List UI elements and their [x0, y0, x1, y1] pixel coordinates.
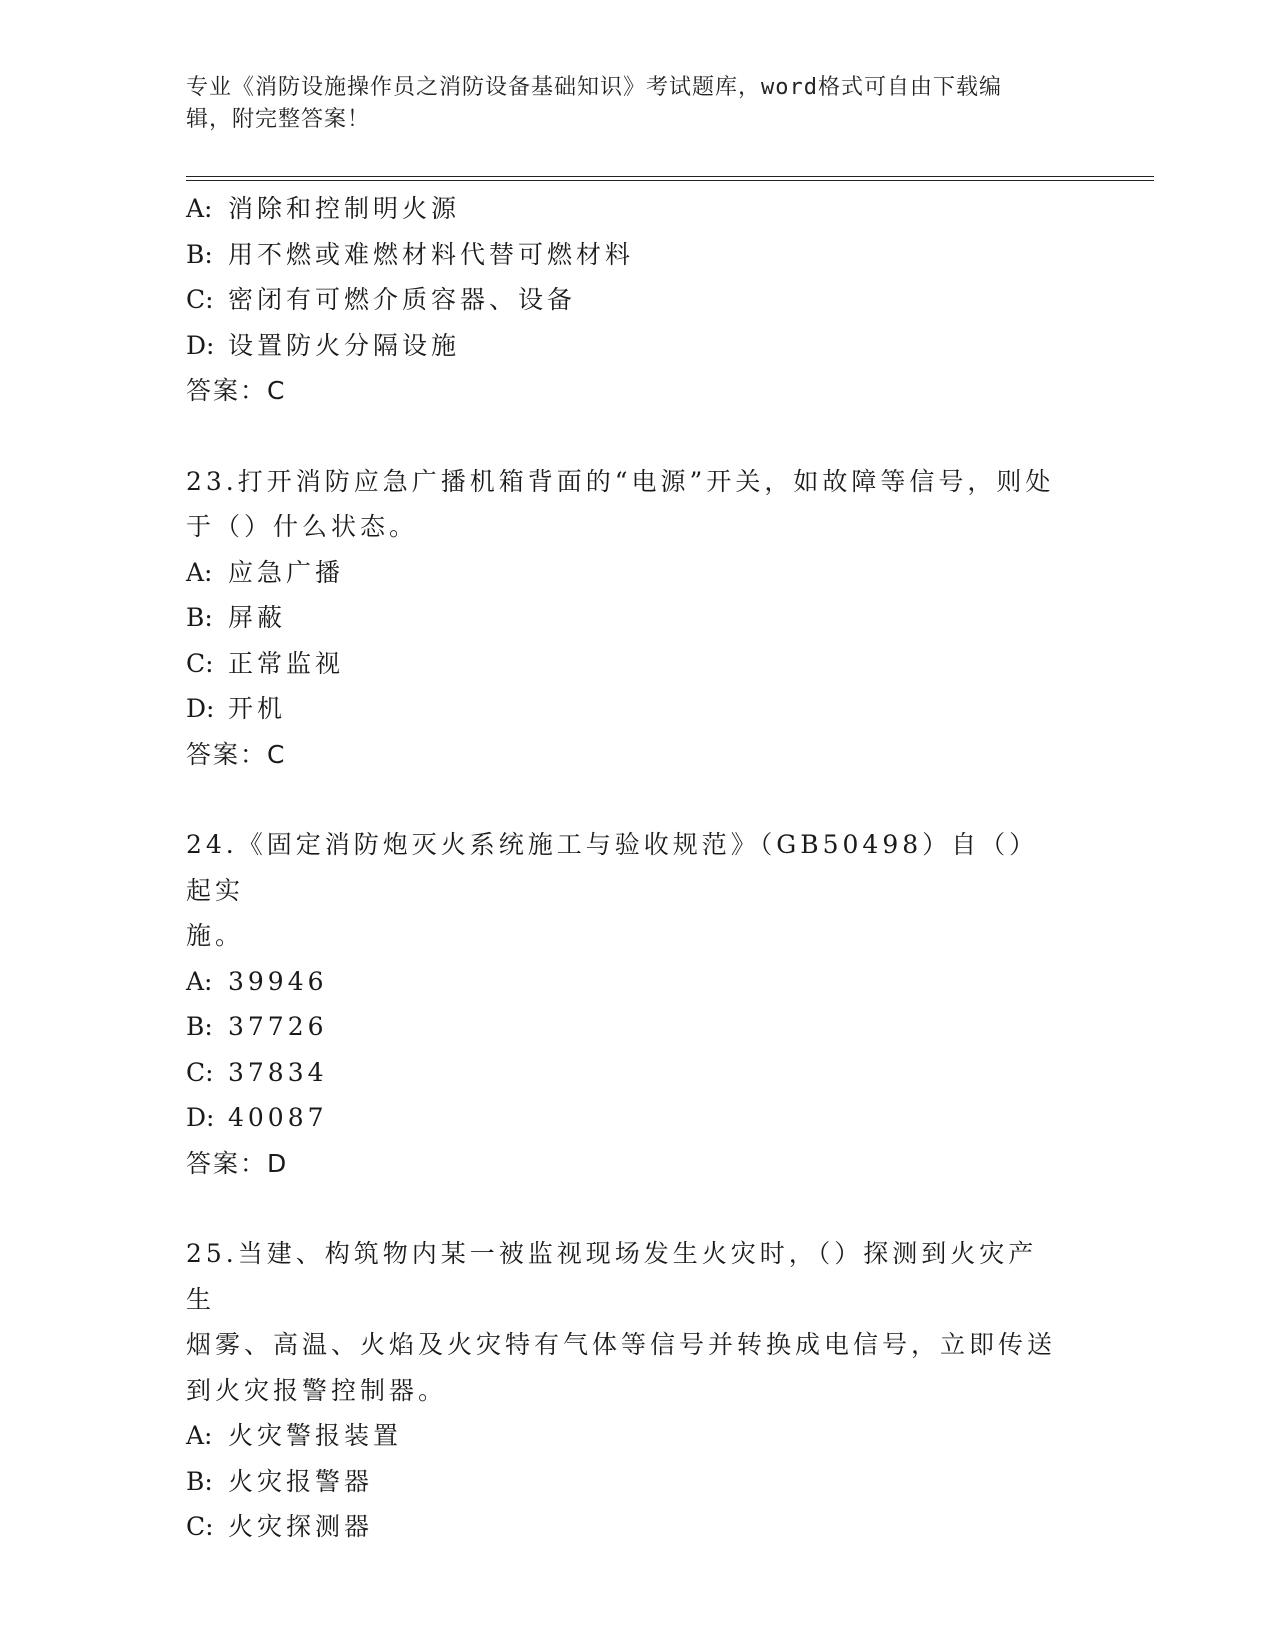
- option-d: [186, 323, 1086, 369]
- option-letter: A:: [186, 1421, 213, 1450]
- question-text-line: 24.《固定消防炮灭火系统施工与验收规范》（GB50498）自（）起实: [186, 830, 1039, 905]
- option-c: [186, 277, 1086, 323]
- option-letter: C:: [186, 1512, 214, 1541]
- question-text-line: 25.当建、构筑物内某一被监视现场发生火灾时，（）探测到火灾产生: [186, 1239, 1038, 1314]
- option-b: [186, 595, 1086, 641]
- option-text: 正常监视: [228, 648, 345, 678]
- option-text: 屏蔽: [228, 603, 287, 632]
- option-c: [186, 641, 1086, 687]
- question-23: [186, 459, 1086, 778]
- option-text: 消除和控制明火源: [228, 194, 461, 223]
- option-a: [186, 959, 1086, 1005]
- option-c: [186, 1504, 1086, 1550]
- option-text: 火灾探测器: [228, 1512, 374, 1541]
- option-a: [186, 186, 1086, 232]
- option-a: [186, 550, 1086, 596]
- question-text: [186, 459, 1066, 550]
- option-text: 39946: [228, 966, 328, 996]
- option-letter: B:: [186, 603, 213, 632]
- document-header: [186, 72, 1086, 136]
- option-letter: C:: [186, 285, 214, 314]
- option-letter: B:: [186, 1466, 213, 1496]
- option-letter: C:: [186, 1057, 214, 1087]
- option-text: 设置防火分隔设施: [228, 330, 461, 360]
- option-letter: C:: [186, 648, 214, 678]
- question-text-line: 23.打开消防应急广播机箱背面的“电源”开关，如故障等信号，则处: [186, 466, 1055, 496]
- question-text-line: 施。: [186, 921, 245, 950]
- option-letter: A:: [186, 966, 213, 996]
- answer-line: 答案：D: [186, 1148, 289, 1178]
- option-text: 37726: [228, 1012, 328, 1041]
- question-text: [186, 1231, 1066, 1413]
- option-text: 密闭有可燃介质容器、设备: [228, 285, 577, 314]
- option-text: 40087: [228, 1103, 328, 1132]
- question-25: [186, 1231, 1086, 1550]
- option-d: [186, 1095, 1086, 1141]
- question-22: [186, 186, 1086, 414]
- option-text: 火灾报警器: [228, 1466, 374, 1496]
- option-c: [186, 1050, 1086, 1096]
- option-letter: D:: [186, 694, 215, 723]
- header-divider-bottom: [186, 180, 1154, 181]
- question-24: [186, 822, 1086, 1186]
- option-b: [186, 1004, 1086, 1050]
- option-letter: A:: [186, 194, 213, 223]
- option-text: 开机: [228, 694, 287, 723]
- option-letter: D:: [186, 1103, 215, 1132]
- option-d: [186, 686, 1086, 732]
- option-text: 用不燃或难燃材料代替可燃材料: [228, 239, 635, 269]
- question-list: [186, 186, 1086, 1550]
- answer-line: 答案：C: [186, 376, 287, 405]
- question-text-line: 于（）什么状态。: [186, 512, 419, 541]
- header-line-1: 专业《消防设施操作员之消防设备基础知识》考试题库，word格式可自由下载编: [186, 75, 1002, 100]
- option-text: 37834: [228, 1057, 328, 1087]
- option-a: [186, 1413, 1086, 1459]
- question-text-line: 到火灾报警控制器。: [186, 1375, 448, 1405]
- option-b: [186, 232, 1086, 278]
- option-b: [186, 1459, 1086, 1505]
- answer-line: 答案：C: [186, 739, 287, 769]
- question-text: [186, 822, 1066, 959]
- option-text: 应急广播: [228, 557, 345, 587]
- option-letter: B:: [186, 1012, 213, 1041]
- header-divider-top: [186, 176, 1154, 177]
- option-letter: A:: [186, 557, 213, 587]
- header-line-2: 辑，附完整答案！: [186, 107, 371, 132]
- option-text: 火灾警报装置: [228, 1421, 403, 1450]
- question-text-line: 烟雾、高温、火焰及火灾特有气体等信号并转换成电信号，立即传送: [186, 1330, 1057, 1359]
- option-letter: D:: [186, 330, 215, 360]
- option-letter: B:: [186, 239, 213, 269]
